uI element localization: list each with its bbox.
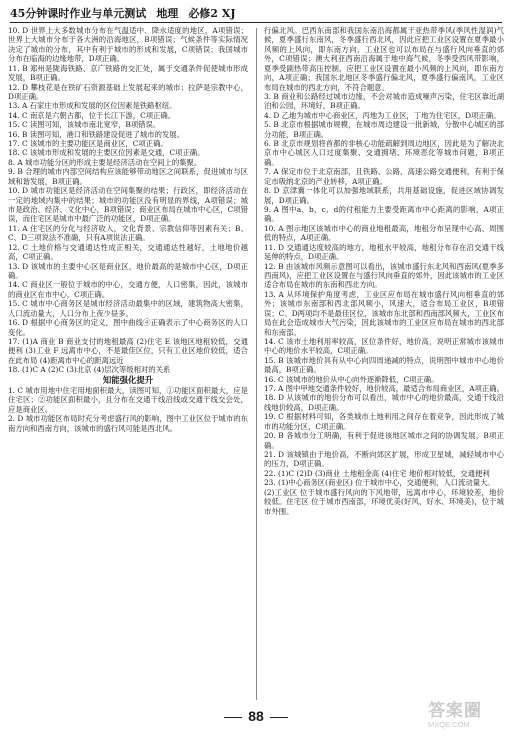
- answer-item: 13. A 从环境保护角度考虑，工业区应布局在城市盛行风向相垂直的郊外；该城市东南部和西北部风频小，风速大，适合布局工业区，B项错误；C、D两项均不是最佳区位，该城市东北部和西南部风频大，工业区布局在此会造成城市大气污染，因此该城市的工业区应布局在城市的西北部和东南部。: [264, 289, 504, 337]
- answer-item: 14. C 该市土地利用率较高，区位条件好，地价高，说明正常城市该城市中心的地价水平较高，C项正确。: [264, 336, 504, 356]
- answer-item: 10. A 图示地区该城市中心的商业地租最高，地租分布呈现中心高、周围低的特点，A项正确。: [264, 223, 504, 243]
- answer-item: 5. B 北京市根据城市规模，在城市周边建设一批新城，分散中心城区的部分功能，B项正确。: [264, 120, 504, 139]
- answer-item: 19. C 根据材料可知，各类城市土地利用之间存在着竞争，因此形成了城市的功能分区，C项正确。: [264, 412, 504, 431]
- page-header: [10, 4, 502, 23]
- answer-item: 14. C 商业区一般位于城市的中心，交通方便，人口密集，因此，该城市的商业区在市中心，C项正确。: [8, 280, 248, 299]
- answer-item: 16. C 该城市的地价从中心向外逐渐降低，C项正确。: [264, 374, 439, 384]
- answer-item: 10. D 城市功能区是经济活动在空间集聚的结果；行政区，即经济活动在一定的地域内集中的结果；城市的功能区没有明显的界线，A项错误；城市是政治、经济、文化中心，B项错误；商业区布局在城市中心区，C项错误，而住宅区是城市中最广泛的功能区，D项正确。: [8, 186, 248, 224]
- answer-item: 6. B 北京市规划将首都的非核心功能疏解到周边地区，因此是为了解决北京市中心城区人口过度集聚、交通拥堵、环境恶化等城市问题，B项正确。: [264, 139, 504, 167]
- answer-item: 18. C 该城市形成和发展的主要区位因素是交通，C项正确。: [8, 148, 205, 158]
- answer-item: 16. B 读图可知，港口和铁路建设促进了城市的发展。: [8, 129, 184, 139]
- answer-item: 8. D 京津冀一体化可以加强地域联系，共用基础设施，促进区域协调发展，D项正确。: [264, 186, 504, 205]
- answer-item: 21. D 该城镇由于地价高，不断向郊区扩展，形成卫星城，减轻城市中心的压力，D项正确。: [264, 449, 504, 469]
- answer-item: 16. D 根据中心商务区的定义，图中曲线④正确表示了中心商务区的人口变化。: [8, 318, 248, 337]
- answer-item: 18. D 从该城市的地价分布可以看出，城市中心的地价最高，交通干线沿线地价较高，D项正确。: [264, 393, 504, 412]
- answer-item: 17. (1)A 商业 B 商业支付的地租最高 (2)住宅 E 该地区地租较低，交通便利 (3)工业 F 远离市中心，不是最佳区位，只有工业区地价较低，适合在此布局 (4)距离市中心的距离远近: [8, 336, 248, 365]
- answer-item: 17. C 该城市的主要功能区是商业区，C项正确。: [8, 139, 168, 149]
- book-title: 45分钟课时作业与单元测试: [10, 7, 147, 20]
- answer-item: 15. C 城市中心商务区是城市经济活动最集中的区域，建筑物高大密集，人口流动量大，人口分布上夜少昼多。: [8, 299, 248, 318]
- answer-item: 15. B 该城市地价具有从中心向四周递减的特点，说明图中城市中心地价最高，B项正确。: [264, 355, 504, 375]
- answer-item: 11. B 郑州是陇海铁路、京广铁路的交汇处，属于交通条件促使城市形成发展，B项正确。: [8, 63, 248, 83]
- watermark-logo: [428, 702, 506, 732]
- answer-item: 17. A 图中甲地交通条件较好，地价较高，最适合布局商业区，A项正确。: [264, 384, 504, 394]
- answer-item: 4. D 乙地为城市中心商业区，丙地为工业区，丁地为住宅区，D项正确。: [264, 110, 501, 120]
- answer-item: 9. A 图中a、b、c、d的付租能力主要受距离市中心距离的影响，A项正确。: [264, 205, 504, 224]
- answer-item: (2)工业区 位于城市盛行风向的下风地带，远离市中心，环境较差，地价较低。住宅区 位于城市西南部，环境优美(好风、好水、环境美)，位于城市外围。: [264, 487, 504, 516]
- answer-item: 行偏北风。巴西东南部和我国东南沿海都属于亚热带季风(季风性湿润)气候，夏季盛行东南风，冬季盛行西北风，因此应把工业区设置在夏季最小风频的上风向，即东南方向，工业区也可以布局在与盛行风向垂直的郊外，C项错误；澳大利亚西南沿海属于地中海气候，冬季受西风带影响，夏季受副热带高压控制，应把工业区设置在最小风频的上风向，即东南方向，A项正确；我国东北地区冬季盛行偏北风，夏季盛行偏南风，工业区布局在城市的西北方向，不符合题意。: [264, 26, 504, 92]
- answer-item: 3. B 商业和公路经过城市边缘，不会对城市造成噪声污染，住宅区靠近湖泊和公园，环境好，B项正确。: [264, 91, 504, 111]
- answer-item: 11. A 住宅区的分化与经济收入，文化背景、宗教信仰等因素有关；B、C、D三项说法不准确，只有A项说法正确。: [8, 223, 248, 243]
- answer-item: 12. B 由该城市风频示意图可以看出，该城市盛行东北风和西南风(夏季多西南风)，应把工业区设置在与盛行风向垂直的郊外，因此该城市的工业区适合布局在城市的东南和西北方向。: [264, 261, 504, 290]
- answer-item: 12. D 攀枝花是在铁矿石资源基础上发展起来的城市；拉萨是宗教中心，D项正确。: [8, 82, 248, 101]
- left-answer-column: [8, 26, 248, 701]
- answer-item: 13. A 石家庄市形成和发展的区位因素是铁路枢纽。: [8, 101, 177, 111]
- answer-item: 23. (1)中心商务区(商业区) 位于城市中心，交通便利，人口流动量大。: [264, 478, 495, 488]
- answer-item: 12. C 土地价格与交通通达性成正相关，交通通达性越好，土地地价越高，C项正确。: [8, 242, 248, 262]
- section-title: 知能强化提升: [102, 374, 154, 385]
- page-number: 88: [0, 708, 512, 724]
- watermark-url: MXQE.COM: [428, 720, 470, 729]
- answer-item: 9. B 合理的城市内部空间结构应该能够带动地区之间联系，促进城市与区域和谐发展，B项正确。: [8, 167, 248, 186]
- answer-item: 22. (1)C (2)D (3)商业 土地租金高 (4)住宅 地价相对较低，交通便利: [264, 468, 490, 478]
- answer-item: 7. A 保定市位于北京南部，且铁路、公路、高速公路交通便利，有利于保定市吸纳北京的产业转移，A项正确。: [264, 167, 504, 186]
- edition-label: 必修2 XJ: [188, 7, 236, 20]
- column-divider: [256, 28, 257, 700]
- subject-label: 地理: [156, 7, 179, 20]
- answer-item: 8. A 城市功能分区的形成主要是经济活动在空间上的集聚。: [8, 157, 202, 167]
- answer-item: 13. D 该城市的主要中心区是商业区，地价最高的是城市中心区，D项正确。: [8, 261, 248, 280]
- answer-item: 11. D 交通通达度较高的地方，地租水平较高，地租分布存在沿交通干线延伸的特点，D项正确。: [264, 242, 504, 262]
- answer-item: 1. C 城市用地中住宅用地面积最大，读图可知，①功能区面积最大，应是住宅区；②功能区面积最小，且分布在交通干线沿线或交通干线交会处，应是商业区。: [8, 386, 248, 414]
- watermark-text: 答案圈: [428, 701, 482, 720]
- answer-item: 15. C 读图可知，该城市南北宽窄，B项错误。: [8, 120, 161, 130]
- answer-item: 18. (1)C A (2)C (3)北京 (4)层次等级相对的关系: [8, 365, 171, 375]
- answer-item: 10. D 世界上大多数城市分布在气温适中、降水适度的地区，A项错误；世界上大城市分布于各大洲的沿海地区，B项错误；气候条件等实际情况决定了城市的分布，其中有利于城市的形成和发展，C项错误；我国城市分布在临海的边缘地带，D项正确。: [8, 26, 248, 64]
- answer-item: 2. D 城市功能区布局时充分考虑盛行风的影响，图中工业区位于城市的东南方向和西南方向，该城市的盛行风可能是西北风。: [8, 414, 248, 433]
- answer-item: 20. B 各城市分工明确，有利于促进该地区城市之间的协调发展，B项正确。: [264, 431, 504, 450]
- right-answer-column: [264, 26, 504, 701]
- answer-item: 14. C 南京是六朝古都，位于长江下游，C项正确。: [8, 110, 176, 120]
